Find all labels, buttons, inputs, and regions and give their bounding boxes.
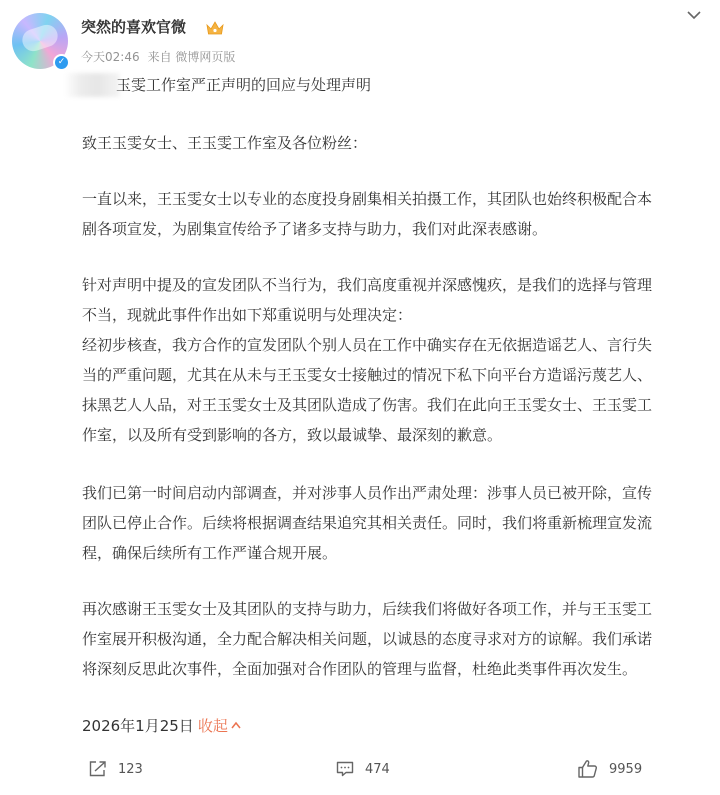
collapse-button[interactable] <box>198 717 241 735</box>
text-line: 致王玉雯女士、王玉雯工作室及各位粉丝： <box>82 134 368 152</box>
post-meta <box>81 49 235 65</box>
author-name[interactable]: 突然的喜欢官微 <box>81 18 187 36</box>
chevron-up-icon <box>231 721 241 729</box>
comment-icon <box>335 760 355 778</box>
text-line: 经初步核查，我方合作的宣发团队个别人员在工作中确实存在无依据造谣艺人、言行失 <box>82 336 653 354</box>
text-line: 将深刻反思此次事件，全面加强对合作团队的管理与监督，杜绝此类事件再次发生。 <box>82 660 638 678</box>
text-line: 针对声明中提及的宣发团队不当行为，我们高度重视并深感愧疚，是我们的选择与管理 <box>82 276 653 294</box>
post-paragraph <box>82 594 706 684</box>
text-line: 不当，现就此事件作出如下郑重说明与处理决定： <box>82 306 413 324</box>
comment-count: 474 <box>365 761 390 777</box>
post-paragraph <box>82 478 706 568</box>
action-bar <box>0 750 720 790</box>
chevron-down-icon[interactable] <box>686 8 702 22</box>
text-line: 一直以来，王玉雯女士以专业的态度投身剧集相关拍摄工作，其团队也始终积极配合本 <box>82 190 653 208</box>
post-footer <box>82 715 241 737</box>
post-paragraph <box>82 184 706 244</box>
text-line: 我们已第一时间启动内部调查，并对涉事人员作出严肃处理：涉事人员已被开除，宣传 <box>82 484 653 502</box>
text-line: 作室，以及所有受到影响的各方，致以最诚挚、最深刻的歉意。 <box>82 426 503 444</box>
post-date: 2026年1月25日 <box>82 717 194 735</box>
collapse-label: 收起 <box>197 717 228 735</box>
post-title: 玉雯工作室严正声明的回应与处理声明 <box>116 76 372 94</box>
like-count: 9959 <box>609 761 643 777</box>
vip-crown-icon[interactable] <box>206 21 224 35</box>
comment-button[interactable] <box>335 758 390 780</box>
blurred-text <box>64 73 120 97</box>
text-line: 团队已停止合作。后续将根据调查结果追究其相关责任。同时，我们将重新梳理宣发流 <box>82 514 653 532</box>
like-button[interactable] <box>577 758 642 780</box>
post-time[interactable]: 今天02:46 <box>81 50 140 64</box>
text-line: 当的严重问题，尤其在从未与王玉雯女士接触过的情况下私下向平台方造谣污蔑艺人、 <box>82 366 653 384</box>
text-line: 程，确保后续所有工作严谨合规开展。 <box>82 544 338 562</box>
share-button[interactable] <box>88 758 143 780</box>
post-paragraph <box>82 270 706 450</box>
verified-badge-icon: ✓ <box>53 54 70 71</box>
share-count: 123 <box>118 761 143 777</box>
text-line: 作室展开积极沟通，全力配合解决相关问题，以诚恳的态度寻求对方的谅解。我们承诺 <box>82 630 653 648</box>
post-source: 来自 微博网页版 <box>147 50 236 64</box>
thumbs-up-icon <box>577 759 599 779</box>
text-line: 抹黑艺人人品，对王玉雯女士及其团队造成了伤害。我们在此向王玉雯女士、王玉雯工 <box>82 396 653 414</box>
post-paragraph <box>82 128 706 158</box>
text-line: 再次感谢王玉雯女士及其团队的支持与助力，后续我们将做好各项工作，并与王玉雯工 <box>82 600 653 618</box>
text-line: 剧各项宣发，为剧集宣传给予了诸多支持与助力，我们对此深表感谢。 <box>82 220 548 238</box>
share-icon <box>88 760 108 778</box>
